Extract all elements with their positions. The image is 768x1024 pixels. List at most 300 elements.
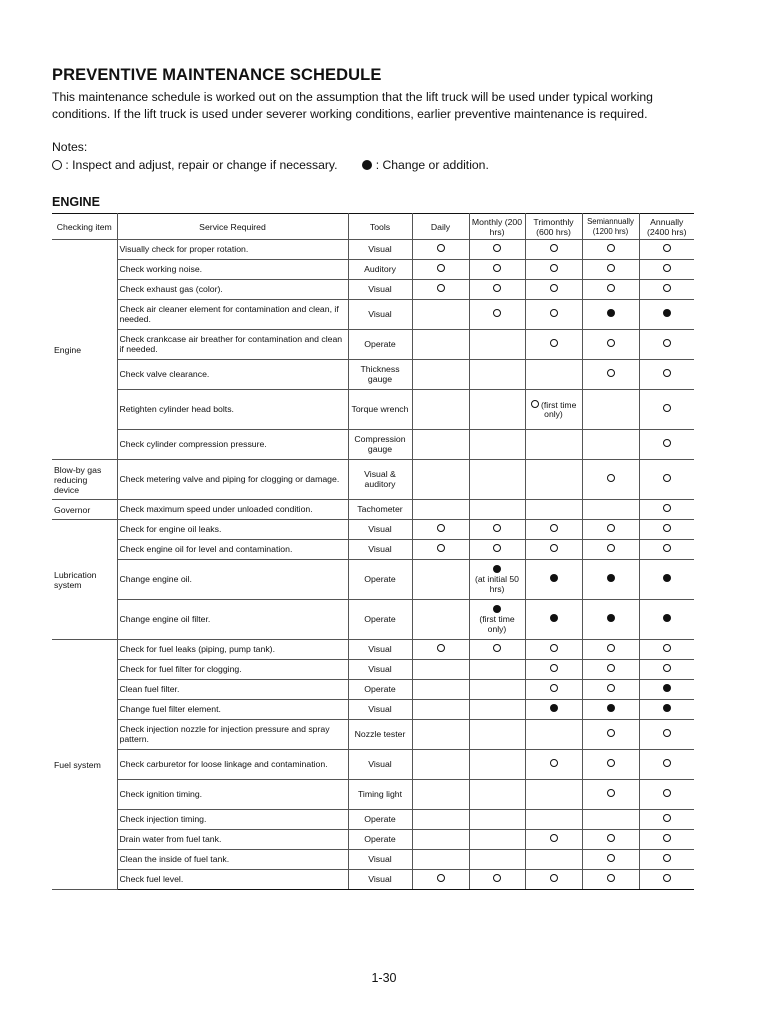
- service-cell: Check working noise.: [117, 260, 348, 280]
- interval-cell: [582, 600, 639, 640]
- service-cell: Check ignition timing.: [117, 780, 348, 810]
- interval-cell: [469, 240, 525, 260]
- interval-cell: [525, 330, 582, 360]
- service-cell: Visually check for proper rotation.: [117, 240, 348, 260]
- service-cell: Retighten cylinder head bolts.: [117, 390, 348, 430]
- tool-cell: Visual: [348, 870, 412, 890]
- interval-cell: [469, 330, 525, 360]
- legend: [52, 158, 489, 172]
- legend-filled-text: : Change or addition.: [375, 158, 489, 172]
- tool-cell: Timing light: [348, 780, 412, 810]
- open-circle-icon: [607, 854, 615, 862]
- open-circle-icon: [550, 664, 558, 672]
- interval-cell: [469, 560, 525, 600]
- interval-cell: [582, 460, 639, 500]
- interval-cell: [582, 330, 639, 360]
- filled-circle-icon: [663, 614, 671, 622]
- table-row: [52, 460, 694, 500]
- interval-cell: [582, 720, 639, 750]
- interval-cell: [412, 520, 469, 540]
- header-monthly: Monthly (200 hrs): [469, 214, 525, 240]
- open-circle-icon: [663, 404, 671, 412]
- tool-cell: Visual: [348, 750, 412, 780]
- filled-circle-icon: [607, 574, 615, 582]
- interval-cell: [639, 640, 694, 660]
- service-cell: Check for fuel filter for clogging.: [117, 660, 348, 680]
- table-row: [52, 330, 694, 360]
- interval-cell: [582, 300, 639, 330]
- service-cell: Check for engine oil leaks.: [117, 520, 348, 540]
- open-circle-icon: [663, 759, 671, 767]
- tool-cell: Operate: [348, 600, 412, 640]
- service-cell: Check for fuel leaks (piping, pump tank).: [117, 640, 348, 660]
- interval-cell: [525, 750, 582, 780]
- interval-cell: [412, 830, 469, 850]
- table-row: [52, 720, 694, 750]
- open-circle-icon: [607, 729, 615, 737]
- interval-cell: [525, 780, 582, 810]
- tool-cell: Visual & auditory: [348, 460, 412, 500]
- tool-cell: Visual: [348, 700, 412, 720]
- interval-cell: [639, 360, 694, 390]
- open-circle-icon: [550, 264, 558, 272]
- open-circle-icon: [607, 284, 615, 292]
- maintenance-table: [52, 213, 694, 890]
- table-row: [52, 640, 694, 660]
- interval-cell: [639, 500, 694, 520]
- checking-item-cell: Engine: [52, 240, 117, 460]
- table-row: [52, 780, 694, 810]
- service-cell: Clean the inside of fuel tank.: [117, 850, 348, 870]
- open-circle-icon: [437, 244, 445, 252]
- open-circle-icon: [493, 644, 501, 652]
- interval-cell: [525, 660, 582, 680]
- interval-cell: [525, 360, 582, 390]
- filled-circle-icon: [607, 704, 615, 712]
- interval-cell: [639, 700, 694, 720]
- interval-cell: [412, 360, 469, 390]
- service-cell: Check engine oil for level and contamination.: [117, 540, 348, 560]
- filled-circle-icon: [550, 704, 558, 712]
- open-circle-icon: [493, 284, 501, 292]
- interval-cell: [412, 680, 469, 700]
- interval-cell: [582, 780, 639, 810]
- service-cell: Change engine oil.: [117, 560, 348, 600]
- interval-cell: [525, 700, 582, 720]
- table-row: [52, 280, 694, 300]
- open-circle-icon: [550, 644, 558, 652]
- interval-cell: [525, 460, 582, 500]
- open-circle-icon: [531, 400, 539, 408]
- service-cell: Drain water from fuel tank.: [117, 830, 348, 850]
- interval-cell: [412, 700, 469, 720]
- interval-cell: [469, 260, 525, 280]
- legend-open-prefix: :: [65, 158, 69, 172]
- open-circle-icon: [663, 544, 671, 552]
- service-cell: Check injection nozzle for injection pressure and spray pattern.: [117, 720, 348, 750]
- table-body: [52, 240, 694, 890]
- filled-circle-icon: [607, 309, 615, 317]
- interval-cell: [525, 260, 582, 280]
- open-circle-icon: [663, 664, 671, 672]
- service-cell: Check valve clearance.: [117, 360, 348, 390]
- interval-cell: [639, 600, 694, 640]
- open-circle-icon: [437, 524, 445, 532]
- header-semiannually: Semiannually (1200 hrs): [582, 214, 639, 240]
- interval-cell: [639, 660, 694, 680]
- open-circle-icon: [550, 309, 558, 317]
- interval-cell: [639, 520, 694, 540]
- table-row: [52, 700, 694, 720]
- interval-cell: [469, 430, 525, 460]
- interval-cell: [582, 640, 639, 660]
- tool-cell: Visual: [348, 240, 412, 260]
- open-circle-icon: [607, 834, 615, 842]
- filled-circle-icon: [663, 684, 671, 692]
- interval-cell: [469, 870, 525, 890]
- tool-cell: Visual: [348, 280, 412, 300]
- table-header-row: [52, 214, 694, 240]
- interval-cell: [412, 260, 469, 280]
- tool-cell: Operate: [348, 680, 412, 700]
- tool-cell: Visual: [348, 540, 412, 560]
- interval-cell: [469, 300, 525, 330]
- checking-item-cell: Lubrication system: [52, 520, 117, 640]
- service-cell: Check carburetor for loose linkage and contamination.: [117, 750, 348, 780]
- page-title: PREVENTIVE MAINTENANCE SCHEDULE: [52, 66, 382, 84]
- interval-cell: [469, 830, 525, 850]
- checking-item-cell: Fuel system: [52, 640, 117, 890]
- open-circle-icon: [663, 474, 671, 482]
- service-cell: Check metering valve and piping for clogging or damage.: [117, 460, 348, 500]
- open-circle-icon: [493, 524, 501, 532]
- interval-cell: [469, 720, 525, 750]
- filled-circle-icon: [663, 704, 671, 712]
- interval-cell: [469, 520, 525, 540]
- open-circle-icon: [493, 264, 501, 272]
- interval-cell: [525, 240, 582, 260]
- open-circle-icon: [663, 504, 671, 512]
- interval-cell: [412, 300, 469, 330]
- tool-cell: Compression gauge: [348, 430, 412, 460]
- open-circle-icon: [607, 644, 615, 652]
- tool-cell: Operate: [348, 330, 412, 360]
- tool-cell: Nozzle tester: [348, 720, 412, 750]
- interval-cell: [639, 750, 694, 780]
- open-circle-icon: [550, 339, 558, 347]
- interval-cell: [525, 870, 582, 890]
- open-circle-icon: [663, 284, 671, 292]
- open-circle-icon: [437, 874, 445, 882]
- open-circle-icon: [663, 439, 671, 447]
- table-row: [52, 360, 694, 390]
- interval-cell: [582, 260, 639, 280]
- interval-cell: [469, 850, 525, 870]
- open-circle-icon: [550, 874, 558, 882]
- open-circle-icon: [607, 264, 615, 272]
- table-row: [52, 540, 694, 560]
- service-cell: Check cylinder compression pressure.: [117, 430, 348, 460]
- table-row: [52, 810, 694, 830]
- interval-cell: [582, 560, 639, 600]
- interval-note: (first time only): [541, 399, 577, 419]
- interval-cell: [412, 660, 469, 680]
- open-circle-icon: [607, 684, 615, 692]
- open-circle-icon: [663, 874, 671, 882]
- interval-cell: [469, 780, 525, 810]
- interval-cell: [412, 460, 469, 500]
- tool-cell: Visual: [348, 850, 412, 870]
- open-circle-icon: [493, 309, 501, 317]
- open-circle-icon: [663, 854, 671, 862]
- interval-cell: [412, 280, 469, 300]
- open-circle-icon: [550, 544, 558, 552]
- interval-cell: [525, 600, 582, 640]
- service-cell: Check exhaust gas (color).: [117, 280, 348, 300]
- interval-cell: [469, 360, 525, 390]
- interval-cell: [582, 870, 639, 890]
- service-cell: Change engine oil filter.: [117, 600, 348, 640]
- open-circle-icon: [550, 244, 558, 252]
- interval-cell: [639, 560, 694, 600]
- interval-cell: [582, 540, 639, 560]
- interval-cell: [525, 390, 582, 430]
- interval-cell: [525, 810, 582, 830]
- filled-circle-icon: [607, 614, 615, 622]
- filled-circle-icon: [663, 309, 671, 317]
- tool-cell: Operate: [348, 810, 412, 830]
- open-circle-icon: [663, 644, 671, 652]
- interval-cell: [639, 870, 694, 890]
- checking-item-cell: Governor: [52, 500, 117, 520]
- interval-cell: [412, 720, 469, 750]
- open-circle-icon: [663, 729, 671, 737]
- interval-cell: [412, 540, 469, 560]
- interval-cell: [582, 280, 639, 300]
- open-circle-icon: [550, 284, 558, 292]
- table-row: [52, 300, 694, 330]
- interval-cell: [639, 300, 694, 330]
- tool-cell: Visual: [348, 640, 412, 660]
- interval-cell: [525, 280, 582, 300]
- header-trimonthly: Trimonthly (600 hrs): [525, 214, 582, 240]
- open-circle-icon: [437, 644, 445, 652]
- table-row: [52, 260, 694, 280]
- service-cell: Check crankcase air breather for contamination and clean if needed.: [117, 330, 348, 360]
- open-circle-icon: [550, 759, 558, 767]
- interval-cell: [582, 830, 639, 850]
- table-row: [52, 600, 694, 640]
- interval-cell: [639, 850, 694, 870]
- interval-cell: [639, 830, 694, 850]
- open-circle-icon: [607, 544, 615, 552]
- legend-open-text: Inspect and adjust, repair or change if necessary.: [72, 158, 338, 172]
- interval-cell: [412, 500, 469, 520]
- header-daily: Daily: [412, 214, 469, 240]
- open-circle-icon: [607, 369, 615, 377]
- interval-cell: [582, 360, 639, 390]
- interval-cell: [582, 430, 639, 460]
- interval-cell: [639, 260, 694, 280]
- open-circle-icon: [663, 789, 671, 797]
- header-checking-item: Checking item: [52, 214, 117, 240]
- interval-cell: [639, 280, 694, 300]
- interval-cell: [469, 750, 525, 780]
- open-circle-icon: [437, 284, 445, 292]
- open-circle-icon: [663, 244, 671, 252]
- interval-cell: [582, 520, 639, 540]
- interval-cell: [469, 640, 525, 660]
- table-row: [52, 660, 694, 680]
- open-circle-icon: [607, 244, 615, 252]
- open-circle-icon: [550, 684, 558, 692]
- interval-cell: [639, 390, 694, 430]
- open-circle-icon: [663, 834, 671, 842]
- interval-cell: [412, 640, 469, 660]
- service-cell: Check air cleaner element for contamination and clean, if needed.: [117, 300, 348, 330]
- section-title: ENGINE: [52, 195, 100, 209]
- open-circle-icon: [607, 339, 615, 347]
- interval-cell: [525, 560, 582, 600]
- interval-cell: [412, 330, 469, 360]
- table-row: [52, 520, 694, 540]
- open-circle-icon: [663, 369, 671, 377]
- open-circle-icon: [493, 544, 501, 552]
- open-circle-icon: [493, 244, 501, 252]
- service-cell: Change fuel filter element.: [117, 700, 348, 720]
- interval-cell: [469, 500, 525, 520]
- filled-circle-icon: [550, 614, 558, 622]
- open-circle-icon: [663, 339, 671, 347]
- interval-cell: [469, 810, 525, 830]
- open-circle-icon: [607, 874, 615, 882]
- interval-cell: [412, 600, 469, 640]
- interval-cell: [582, 700, 639, 720]
- service-cell: Clean fuel filter.: [117, 680, 348, 700]
- interval-cell: [525, 540, 582, 560]
- interval-cell: [412, 810, 469, 830]
- interval-cell: [639, 460, 694, 500]
- filled-circle-icon: [663, 574, 671, 582]
- interval-cell: [639, 780, 694, 810]
- interval-cell: [469, 540, 525, 560]
- table-row: [52, 750, 694, 780]
- table-row: [52, 500, 694, 520]
- open-circle-icon: [493, 874, 501, 882]
- tool-cell: Torque wrench: [348, 390, 412, 430]
- open-circle-icon: [663, 264, 671, 272]
- open-circle-icon: [607, 474, 615, 482]
- interval-cell: [582, 660, 639, 680]
- table-row: [52, 870, 694, 890]
- interval-cell: [639, 810, 694, 830]
- filled-circle-icon: [493, 565, 501, 573]
- interval-cell: [582, 750, 639, 780]
- table-row: [52, 830, 694, 850]
- interval-cell: [412, 750, 469, 780]
- tool-cell: Operate: [348, 830, 412, 850]
- service-cell: Check fuel level.: [117, 870, 348, 890]
- filled-circle-icon: [550, 574, 558, 582]
- interval-cell: [582, 680, 639, 700]
- interval-cell: [525, 850, 582, 870]
- interval-cell: [639, 330, 694, 360]
- interval-cell: [525, 640, 582, 660]
- interval-cell: [412, 870, 469, 890]
- table-row: [52, 850, 694, 870]
- interval-cell: [412, 780, 469, 810]
- header-service: Service Required: [117, 214, 348, 240]
- interval-cell: [582, 390, 639, 430]
- filled-circle-icon: [362, 160, 372, 170]
- interval-cell: [582, 850, 639, 870]
- notes-label: Notes:: [52, 140, 88, 154]
- interval-cell: [582, 240, 639, 260]
- interval-cell: [639, 720, 694, 750]
- open-circle-icon: [607, 664, 615, 672]
- tool-cell: Tachometer: [348, 500, 412, 520]
- interval-cell: [469, 660, 525, 680]
- table-row: [52, 390, 694, 430]
- interval-cell: [525, 680, 582, 700]
- interval-cell: [412, 430, 469, 460]
- open-circle-icon: [550, 834, 558, 842]
- interval-cell: [525, 300, 582, 330]
- header-tools: Tools: [348, 214, 412, 240]
- interval-cell: [412, 850, 469, 870]
- interval-cell: [469, 680, 525, 700]
- interval-cell: [639, 540, 694, 560]
- open-circle-icon: [607, 759, 615, 767]
- interval-cell: [469, 600, 525, 640]
- interval-cell: [469, 700, 525, 720]
- interval-cell: [525, 830, 582, 850]
- interval-cell: [469, 280, 525, 300]
- table-row: [52, 560, 694, 600]
- tool-cell: Visual: [348, 300, 412, 330]
- open-circle-icon: [437, 264, 445, 272]
- checking-item-cell: Blow-by gas reducing device: [52, 460, 117, 500]
- tool-cell: Visual: [348, 520, 412, 540]
- interval-cell: [412, 240, 469, 260]
- table-row: [52, 430, 694, 460]
- interval-note: (at initial 50 hrs): [475, 574, 519, 594]
- tool-cell: Visual: [348, 660, 412, 680]
- filled-circle-icon: [493, 605, 501, 613]
- page-number: 1-30: [371, 971, 397, 985]
- header-annually: Annually (2400 hrs): [639, 214, 694, 240]
- interval-cell: [412, 390, 469, 430]
- interval-cell: [639, 680, 694, 700]
- service-cell: Check maximum speed under unloaded condition.: [117, 500, 348, 520]
- open-circle-icon: [52, 160, 62, 170]
- tool-cell: Operate: [348, 560, 412, 600]
- interval-note: (first time only): [479, 614, 515, 634]
- tool-cell: Thickness gauge: [348, 360, 412, 390]
- interval-cell: [639, 240, 694, 260]
- interval-cell: [582, 500, 639, 520]
- table-row: [52, 680, 694, 700]
- open-circle-icon: [663, 524, 671, 532]
- interval-cell: [639, 430, 694, 460]
- intro-paragraph: This maintenance schedule is worked out on the assumption that the lift truck will be used under typical working conditions. If the lift truck is used under severer working conditions, earlier preventive maintenance is required.: [52, 90, 653, 121]
- interval-cell: [525, 500, 582, 520]
- interval-cell: [525, 430, 582, 460]
- interval-cell: [525, 520, 582, 540]
- interval-cell: [412, 560, 469, 600]
- open-circle-icon: [607, 524, 615, 532]
- interval-cell: [582, 810, 639, 830]
